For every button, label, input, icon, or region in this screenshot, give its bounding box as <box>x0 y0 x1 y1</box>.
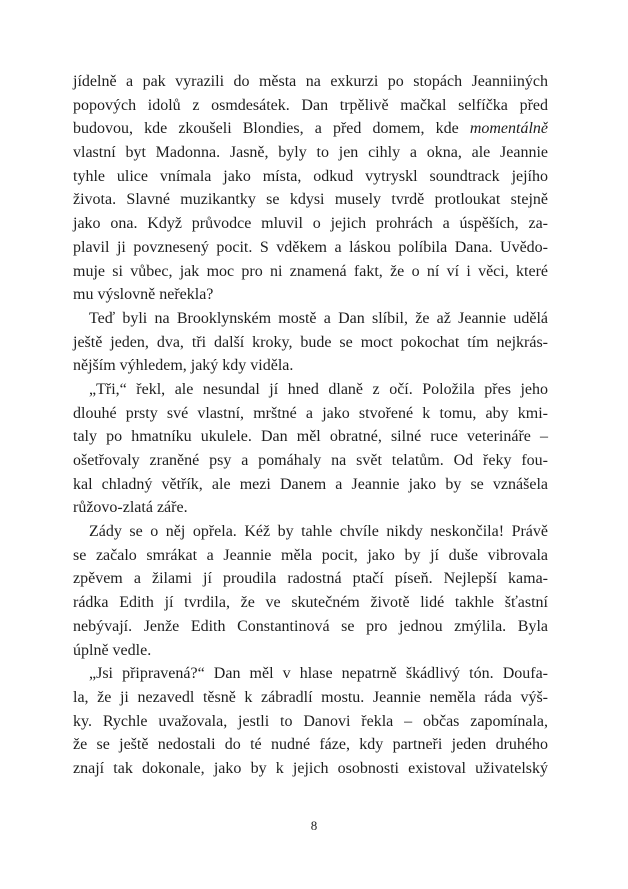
text-line-content: popových idolů z osmdesátek. Dan trpělivě mačkal selfíčka před <box>73 96 548 114</box>
text-line <box>73 733 548 757</box>
text-line <box>73 260 548 284</box>
text-line <box>73 117 548 141</box>
text-line <box>73 567 548 591</box>
text-line <box>73 520 548 544</box>
text-line <box>73 425 548 449</box>
text-line <box>73 283 548 307</box>
text-line <box>73 686 548 710</box>
text-line-content: dlouhé prsty své vlastní, mrštné a jako stvořené k tomu, aby kmi- <box>73 404 548 422</box>
text-line-italic: momentálně <box>469 120 549 138</box>
text-line-content: úplně vedle. <box>73 641 152 659</box>
text-line-content: tyhle ulice vnímala jako místa, odkud vytryskl soundtrack jejího <box>73 167 548 185</box>
text-line-content: znají tak dokonale, jako by k jejich osobnosti existoval uživatelský <box>73 759 548 777</box>
text-line-content: Teď byli na Brooklynském mostě a Dan slíbil, že až Jeannie udělá <box>89 309 548 327</box>
text-line-content: la, že ji nezavedl těsně k zábradlí mostu. Jeannie neměla ráda výš- <box>73 688 548 706</box>
text-line-content <box>73 117 548 141</box>
text-line-content: zpěvem a žilami jí proudila radostná ptačí píseň. Nejlepší kama- <box>73 570 548 588</box>
text-line-content: Zády se o něj opřela. Kéž by tahle chvíle nikdy neskončila! Právě <box>89 523 548 541</box>
page-number: 8 <box>310 818 318 833</box>
text-line <box>73 188 548 212</box>
text-line-roman: budovou, kde zkoušeli Blondies, a před domem, kde <box>73 120 459 138</box>
text-line-content: nebývají. Jenže Edith Constantinová se pro jednou zmýlila. Byla <box>73 617 548 635</box>
text-line <box>73 236 548 260</box>
text-line <box>73 94 548 118</box>
text-line-content: ošetřovaly zraněné psy a pomáhaly na svět telatům. Od řeky fou- <box>73 452 548 469</box>
text-line <box>73 496 548 520</box>
text-line-content: plavil ji povznesený pocit. S vděkem a láskou políbila Dana. Uvědo- <box>73 238 548 256</box>
text-line <box>73 354 548 378</box>
text-line <box>73 141 548 165</box>
text-line-content: „Tři,“ řekl, ale nesundal jí hned dlaně z očí. Položila přes jeho <box>89 380 548 398</box>
text-line-content: ještě jeden, dva, tři další kroky, bude se moct pokochat tím nejkrás- <box>73 333 548 351</box>
text-line-content: jídelně a pak vyrazili do města na exkurzi po stopách Jeanniiných <box>73 73 548 90</box>
text-line-content: taly po hmatníku ukulele. Dan měl obratné, silné ruce veterináře – <box>73 428 548 446</box>
text-line-content: kal chladný větřík, ale mezi Danem a Jeannie jako by se vznášela <box>73 475 548 493</box>
text-line-content: růžovo-zlatá záře. <box>73 499 188 517</box>
text-line <box>73 307 548 331</box>
text-line-content: muje si vůbec, jak moc pro ni znamená fakt, že o ní ví i věci, které <box>73 262 548 280</box>
text-line-content: mu výslovně neřekla? <box>73 286 214 304</box>
text-line <box>73 402 548 426</box>
text-line-content: života. Slavné muzikantky se kdysi musely tvrdě protloukat stejně <box>73 191 548 209</box>
text-line-content: nějším výhledem, jaký kdy viděla. <box>73 357 294 375</box>
text-line <box>73 544 548 568</box>
text-line-content: se začalo smrákat a Jeannie měla pocit, jako by jí duše vibrovala <box>73 546 548 564</box>
text-line <box>73 591 548 615</box>
text-line <box>73 662 548 686</box>
text-line-content: rádka Edith jí tvrdila, že ve skutečném životě lidé takhle šťastní <box>73 594 548 612</box>
text-line <box>73 449 548 473</box>
text-line-content: že se ještě nedostali do té nudné fáze, kdy partneři jeden druhého <box>73 736 548 754</box>
text-line <box>73 473 548 497</box>
text-line <box>73 710 548 734</box>
text-line <box>73 615 548 639</box>
text-line-content: jako ona. Když průvodce mluvil o jejich prohrách a úspěších, za- <box>73 215 548 233</box>
text-line-content: vlastní byt Madonna. Jasně, byly to jen cihly a okna, ale Jeannie <box>73 144 548 162</box>
text-line <box>73 165 548 189</box>
text-line-content: „Jsi připravená?“ Dan měl v hlase nepatrně škádlivý tón. Doufa- <box>89 665 548 683</box>
text-line-content: ky. Rychle uvažovala, jestli to Danovi řekla – občas zapomínala, <box>73 712 548 730</box>
text-line <box>73 378 548 402</box>
text-line <box>73 639 548 663</box>
text-line <box>73 757 548 781</box>
text-line <box>73 331 548 355</box>
text-line <box>73 70 548 94</box>
text-line <box>73 212 548 236</box>
body-text <box>73 70 548 781</box>
